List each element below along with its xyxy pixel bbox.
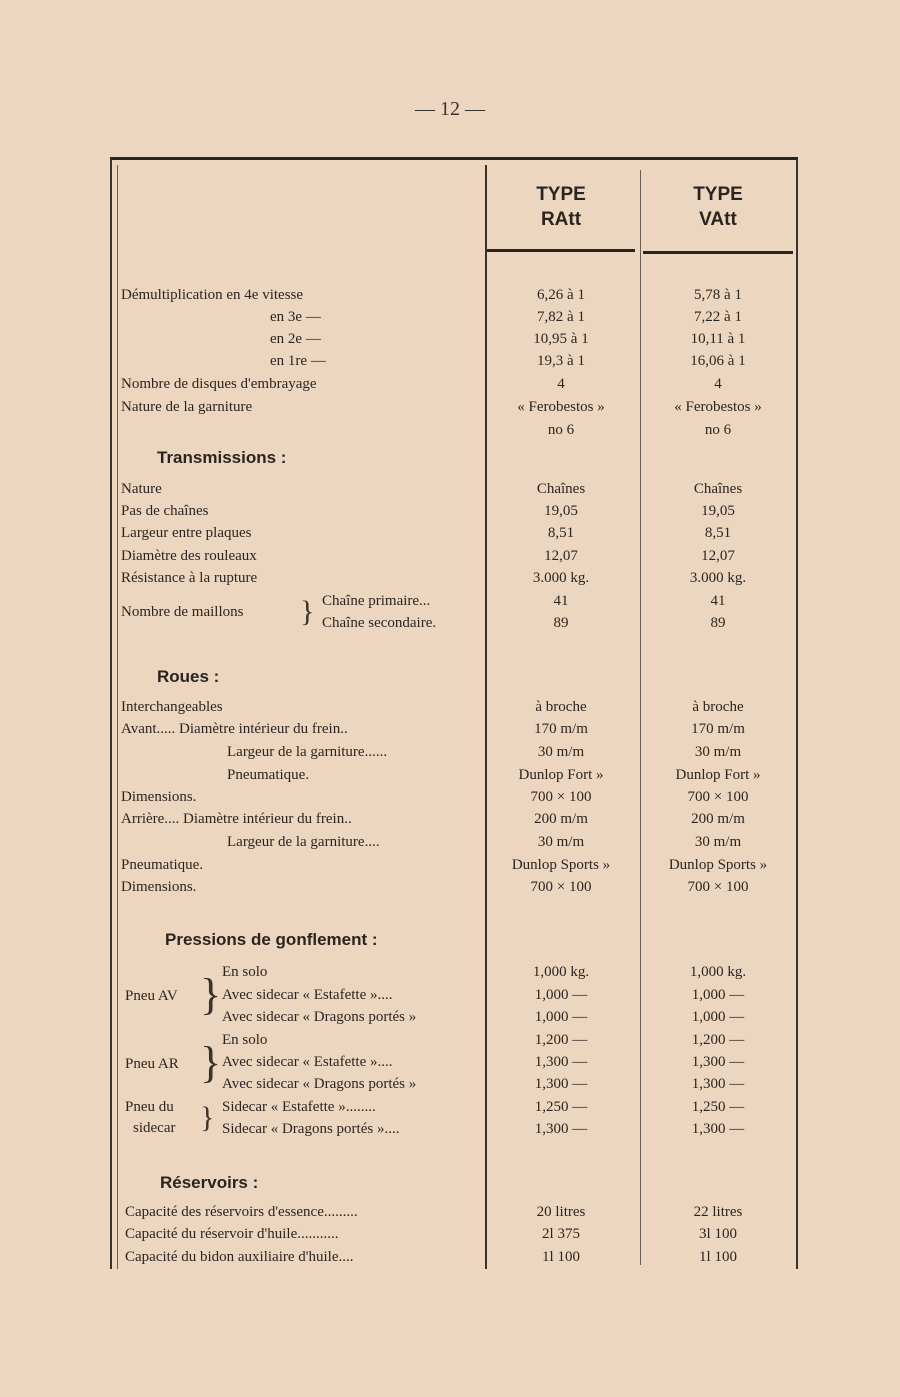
- value-vatt: 8,51: [704, 525, 732, 541]
- table-row: [0, 808, 900, 830]
- value-vatt: 1,000 —: [691, 987, 745, 1003]
- row-label: Largeur entre plaques: [121, 525, 252, 541]
- value-vatt: 1,250 —: [691, 1099, 745, 1115]
- group-label-maillons: Nombre de maillons: [121, 604, 244, 620]
- value-vatt: 700 × 100: [687, 879, 749, 895]
- row-label: Avant..... Diamètre intérieur du frein..: [121, 721, 348, 737]
- value-ratt: « Ferobestos »: [517, 399, 605, 415]
- group-label-pneu-ar: Pneu AR: [125, 1056, 179, 1072]
- value-ratt: Chaînes: [536, 481, 586, 497]
- value-vatt: 3.000 kg.: [689, 570, 747, 586]
- value-ratt: 10,95 à 1: [533, 331, 589, 347]
- row-label: Diamètre des rouleaux: [121, 548, 257, 564]
- value-vatt: 41: [710, 593, 726, 609]
- value-vatt: 1,000 kg.: [689, 964, 747, 980]
- column-header-ratt: [487, 182, 635, 232]
- value-ratt: 7,82 à 1: [537, 309, 585, 325]
- table-row: [0, 696, 900, 718]
- value-vatt: à broche: [692, 699, 744, 715]
- row-label: Capacité des réservoirs d'essence.........: [125, 1204, 358, 1220]
- row-label: en 1re —: [270, 353, 326, 369]
- table-row: [0, 854, 900, 876]
- type-label: TYPE: [536, 184, 586, 205]
- value-vatt: 5,78 à 1: [694, 287, 742, 303]
- table-row: [0, 741, 900, 763]
- table-row: [0, 718, 900, 740]
- section-title-roues: Roues :: [157, 667, 220, 686]
- value-vatt: 89: [710, 615, 726, 631]
- brace-icon: }: [200, 1038, 222, 1087]
- value-vatt: Dunlop Sports »: [668, 857, 768, 873]
- value-ratt: 20 litres: [536, 1204, 586, 1220]
- value-vatt: 4: [714, 376, 722, 392]
- row-label: Avec sidecar « Dragons portés »: [222, 1076, 417, 1092]
- value-ratt: 6,26 à 1: [537, 287, 585, 303]
- row-label: Chaîne primaire...: [322, 593, 431, 609]
- table-row: [0, 1201, 900, 1223]
- table-row: [0, 831, 900, 853]
- table-row: [0, 876, 900, 898]
- value-vatt: 200 m/m: [691, 811, 745, 827]
- value-vatt: 1l 100: [699, 1249, 737, 1265]
- value-vatt: 1,200 —: [691, 1032, 745, 1048]
- value-ratt: 170 m/m: [534, 721, 588, 737]
- value-ratt: 1,200 —: [534, 1032, 588, 1048]
- row-label: Nature de la garniture: [121, 399, 253, 415]
- value-vatt: « Ferobestos »: [674, 399, 762, 415]
- value-ratt: 1,000 kg.: [532, 964, 590, 980]
- table-row: [0, 1029, 900, 1051]
- row-label: Pas de chaînes: [121, 503, 209, 519]
- value-ratt: 89: [553, 615, 569, 631]
- page-number: — 12 —: [415, 98, 485, 120]
- section-title-transmissions: Transmissions :: [157, 448, 287, 467]
- value-vatt: 1,300 —: [691, 1076, 745, 1092]
- section-title-reservoirs: Réservoirs :: [160, 1173, 259, 1192]
- table-row: [0, 567, 900, 589]
- group-label-pneu-av: Pneu AV: [125, 988, 178, 1004]
- value-vatt: 1,300 —: [691, 1121, 745, 1137]
- value-vatt: 30 m/m: [694, 834, 742, 850]
- value-vatt: 12,07: [701, 548, 735, 564]
- row-label: Avec sidecar « Dragons portés »: [222, 1009, 417, 1025]
- value-vatt: 19,05: [701, 503, 735, 519]
- value-vatt: Dunlop Fort »: [675, 767, 761, 783]
- table-row: [0, 350, 900, 372]
- table-row: [0, 1051, 900, 1073]
- value-ratt: 1,000 —: [534, 1009, 588, 1025]
- row-label: Interchangeables: [121, 699, 223, 715]
- header-rule-2: [643, 251, 793, 254]
- value-ratt: 19,3 à 1: [537, 353, 585, 369]
- brace-icon: }: [200, 970, 222, 1019]
- value-vatt: 16,06 à 1: [690, 353, 746, 369]
- value-vatt: 30 m/m: [694, 744, 742, 760]
- value-ratt: à broche: [535, 699, 587, 715]
- type-name: RAtt: [540, 209, 582, 230]
- row-label: Résistance à la rupture: [121, 570, 258, 586]
- value-ratt: no 6: [547, 422, 575, 438]
- row-label: Largeur de la garniture......: [227, 744, 388, 760]
- value-vatt: 1,000 —: [691, 1009, 745, 1025]
- value-vatt: 10,11 à 1: [690, 331, 746, 347]
- value-vatt: 700 × 100: [687, 789, 749, 805]
- table-row: [0, 1006, 900, 1028]
- value-ratt: 30 m/m: [537, 744, 585, 760]
- value-vatt: 170 m/m: [691, 721, 745, 737]
- table-row: [0, 764, 900, 786]
- table-row: [0, 1118, 900, 1140]
- row-label: Pneumatique.: [121, 857, 204, 873]
- value-ratt: 1l 100: [542, 1249, 580, 1265]
- row-label: Arrière.... Diamètre intérieur du frein..: [121, 811, 352, 827]
- table-row: [0, 284, 900, 306]
- value-ratt: 700 × 100: [530, 789, 592, 805]
- row-label: En solo: [222, 1032, 268, 1048]
- row-label: Largeur de la garniture....: [227, 834, 380, 850]
- table-row: [0, 786, 900, 808]
- value-vatt: 1,300 —: [691, 1054, 745, 1070]
- table-row: [0, 1073, 900, 1095]
- value-vatt: Chaînes: [693, 481, 743, 497]
- column-header-vatt: [643, 182, 793, 232]
- value-ratt: 19,05: [544, 503, 578, 519]
- value-ratt: 41: [553, 593, 569, 609]
- row-label: Nature: [121, 481, 162, 497]
- brace-icon: }: [200, 1101, 215, 1134]
- table-row: [0, 373, 900, 395]
- row-label: en 2e —: [270, 331, 321, 347]
- table-row: [0, 1096, 900, 1118]
- row-label: Chaîne secondaire.: [322, 615, 437, 631]
- table-row: [0, 961, 900, 983]
- table-row: [0, 522, 900, 544]
- value-ratt: 700 × 100: [530, 879, 592, 895]
- row-label: Démultiplication en 4e vitesse: [121, 287, 304, 303]
- value-ratt: 1,000 —: [534, 987, 588, 1003]
- row-label: en 3e —: [270, 309, 321, 325]
- value-ratt: 200 m/m: [534, 811, 588, 827]
- table-row: [0, 984, 900, 1006]
- table-row: [0, 612, 900, 634]
- row-label: Sidecar « Dragons portés »....: [222, 1121, 400, 1137]
- value-ratt: 1,250 —: [534, 1099, 588, 1115]
- table-row: [0, 545, 900, 567]
- table-row: [0, 328, 900, 350]
- row-label: Nombre de disques d'embrayage: [121, 376, 317, 392]
- value-ratt: Dunlop Sports »: [511, 857, 611, 873]
- value-ratt: Dunlop Fort »: [518, 767, 604, 783]
- table-row: [0, 500, 900, 522]
- row-label: Avec sidecar « Estafette »....: [222, 987, 393, 1003]
- row-label: Pneumatique.: [227, 767, 310, 783]
- table-top-rule: [110, 157, 798, 160]
- table-row: [0, 306, 900, 328]
- type-name: VAtt: [699, 209, 737, 230]
- row-label: Sidecar « Estafette »........: [222, 1099, 376, 1115]
- value-ratt: 12,07: [544, 548, 578, 564]
- header-rule-1: [487, 249, 635, 252]
- value-ratt: 1,300 —: [534, 1054, 588, 1070]
- table-row: [0, 1246, 900, 1268]
- row-label: Avec sidecar « Estafette »....: [222, 1054, 393, 1070]
- row-label: Dimensions.: [121, 879, 197, 895]
- value-ratt: 8,51: [547, 525, 575, 541]
- table-row: [0, 419, 900, 441]
- value-vatt: 3l 100: [699, 1226, 737, 1242]
- value-ratt: 1,300 —: [534, 1076, 588, 1092]
- value-vatt: 7,22 à 1: [694, 309, 742, 325]
- value-ratt: 2l 375: [542, 1226, 580, 1242]
- table-row: [0, 1223, 900, 1245]
- table-row: [0, 478, 900, 500]
- group-label-pneu-sidecar: sidecar: [133, 1120, 176, 1136]
- table-row: [0, 590, 900, 612]
- value-ratt: 4: [557, 376, 565, 392]
- type-label: TYPE: [693, 184, 743, 205]
- value-ratt: 30 m/m: [537, 834, 585, 850]
- brace-icon: }: [300, 595, 315, 628]
- row-label: Capacité du réservoir d'huile...........: [125, 1226, 339, 1242]
- section-title-pressions: Pressions de gonflement :: [165, 930, 378, 949]
- row-label: En solo: [222, 964, 268, 980]
- value-ratt: 3.000 kg.: [532, 570, 590, 586]
- row-label: Dimensions.: [121, 789, 197, 805]
- value-vatt: no 6: [704, 422, 732, 438]
- value-ratt: 1,300 —: [534, 1121, 588, 1137]
- row-label: Capacité du bidon auxiliaire d'huile....: [125, 1249, 354, 1265]
- value-vatt: 22 litres: [693, 1204, 743, 1220]
- table-row: [0, 396, 900, 418]
- group-label-pneu-sidecar: Pneu du: [125, 1099, 174, 1115]
